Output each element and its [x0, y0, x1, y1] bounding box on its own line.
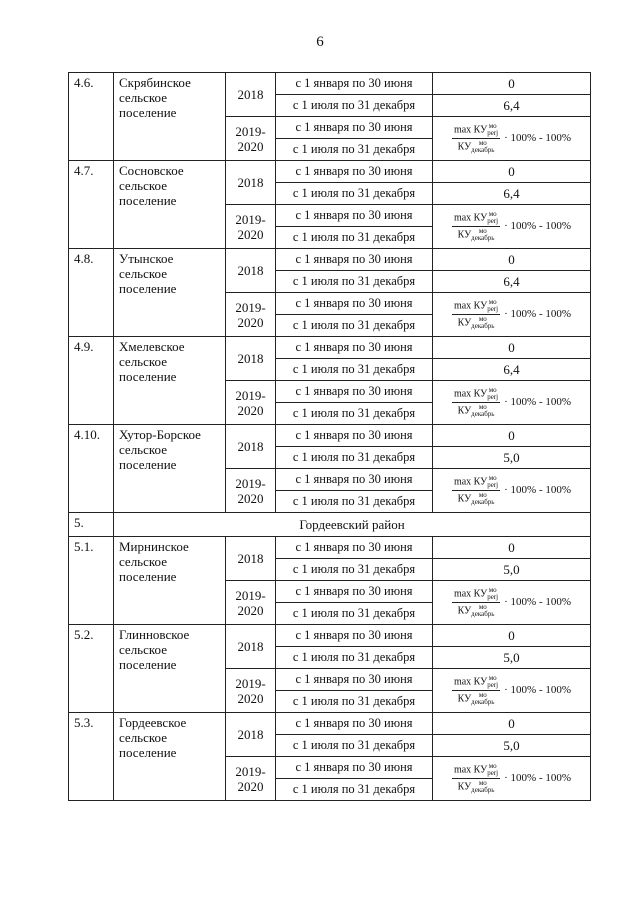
- period-cell: с 1 января по 30 июня: [276, 425, 433, 447]
- fraction: [452, 475, 500, 506]
- formula-ku: КУ: [473, 764, 488, 776]
- formula-sup: мо: [478, 779, 487, 787]
- year-cell: 2019- 2020: [226, 293, 276, 337]
- page-number: 6: [316, 34, 324, 50]
- table-row: [69, 425, 591, 447]
- formula-ku: КУ: [473, 588, 488, 600]
- value-cell: 0: [433, 537, 591, 559]
- formula-cell: [433, 293, 591, 337]
- year-cell: 2019- 2020: [226, 669, 276, 713]
- formula: [433, 382, 590, 424]
- period-cell: с 1 января по 30 июня: [276, 205, 433, 227]
- formula-sub: декабрь: [471, 146, 495, 154]
- period-cell: с 1 января по 30 июня: [276, 337, 433, 359]
- year-cell: 2019- 2020: [226, 205, 276, 249]
- year-cell: 2018: [226, 425, 276, 469]
- settlement-name: Сосновское сельское поселение: [114, 161, 226, 249]
- value-cell: 0: [433, 337, 591, 359]
- table-row: [69, 713, 591, 735]
- year-cell: 2018: [226, 249, 276, 293]
- value-cell: 0: [433, 161, 591, 183]
- settlement-name: Глинновское сельское поселение: [114, 625, 226, 713]
- value-cell: 0: [433, 249, 591, 271]
- period-cell: с 1 июля по 31 декабря: [276, 271, 433, 293]
- formula-ku: КУ: [457, 141, 472, 153]
- period-cell: с 1 января по 30 июня: [276, 381, 433, 403]
- value-cell: 6,4: [433, 95, 591, 117]
- formula-ku: КУ: [457, 605, 472, 617]
- year-cell: 2018: [226, 625, 276, 669]
- formula-sub: реrj: [487, 393, 499, 401]
- formula-sup: мо: [478, 139, 487, 147]
- value-cell: 0: [433, 713, 591, 735]
- value-cell: 5,0: [433, 735, 591, 757]
- value-cell: 0: [433, 73, 591, 95]
- period-cell: с 1 июля по 31 декабря: [276, 359, 433, 381]
- formula-ku: КУ: [457, 493, 472, 505]
- formula: [433, 670, 590, 712]
- formula-cell: [433, 469, 591, 513]
- formula-ku: КУ: [473, 212, 488, 224]
- formula-rest: · 100% - 100%: [504, 772, 572, 784]
- period-cell: с 1 июля по 31 декабря: [276, 735, 433, 757]
- formula-sub: реrj: [487, 129, 499, 137]
- formula-sup: мо: [488, 674, 497, 682]
- year-cell: 2018: [226, 161, 276, 205]
- period-cell: с 1 июля по 31 декабря: [276, 403, 433, 425]
- settlement-name: Скрябинское сельское поселение: [114, 73, 226, 161]
- period-cell: с 1 января по 30 июня: [276, 581, 433, 603]
- formula-ku: КУ: [457, 405, 472, 417]
- period-cell: с 1 июля по 31 декабря: [276, 183, 433, 205]
- formula: [433, 758, 590, 800]
- row-number: 5.3.: [69, 713, 114, 801]
- value-cell: 6,4: [433, 271, 591, 293]
- value-cell: 5,0: [433, 647, 591, 669]
- period-cell: с 1 января по 30 июня: [276, 669, 433, 691]
- year-cell: 2019- 2020: [226, 381, 276, 425]
- formula-cell: [433, 381, 591, 425]
- formula-sub: декабрь: [471, 610, 495, 618]
- fraction: [452, 387, 500, 418]
- period-cell: с 1 января по 30 июня: [276, 161, 433, 183]
- formula-ku: КУ: [457, 317, 472, 329]
- period-cell: с 1 января по 30 июня: [276, 713, 433, 735]
- period-cell: с 1 июля по 31 декабря: [276, 559, 433, 581]
- formula: [433, 470, 590, 512]
- formula-sup: мо: [478, 403, 487, 411]
- settlement-name: Хутор-Борское сельское поселение: [114, 425, 226, 513]
- formula-ku: КУ: [457, 781, 472, 793]
- value-cell: 0: [433, 625, 591, 647]
- period-cell: с 1 июля по 31 декабря: [276, 227, 433, 249]
- formula-sub: реrj: [487, 593, 499, 601]
- formula: [433, 582, 590, 624]
- formula-sup: мо: [478, 691, 487, 699]
- row-number: 5.: [69, 513, 114, 537]
- formula-sub: декабрь: [471, 698, 495, 706]
- year-cell: 2018: [226, 537, 276, 581]
- period-cell: с 1 июля по 31 декабря: [276, 779, 433, 801]
- row-number: 4.9.: [69, 337, 114, 425]
- formula-max: max: [453, 764, 472, 776]
- row-number: 4.8.: [69, 249, 114, 337]
- formula-sub: реrj: [487, 681, 499, 689]
- period-cell: с 1 июля по 31 декабря: [276, 691, 433, 713]
- formula-cell: [433, 581, 591, 625]
- period-cell: с 1 января по 30 июня: [276, 469, 433, 491]
- formula-rest: · 100% - 100%: [504, 596, 572, 608]
- formula-sub: реrj: [487, 481, 499, 489]
- formula-sup: мо: [488, 298, 497, 306]
- table-row: [69, 73, 591, 95]
- value-cell: 0: [433, 425, 591, 447]
- settlement-name: Мирнинское сельское поселение: [114, 537, 226, 625]
- fraction: [452, 299, 500, 330]
- formula-sup: мо: [488, 762, 497, 770]
- formula-rest: · 100% - 100%: [504, 396, 572, 408]
- formula-sup: мо: [488, 210, 497, 218]
- formula: [433, 206, 590, 248]
- value-cell: 6,4: [433, 183, 591, 205]
- formula-max: max: [453, 124, 472, 136]
- period-cell: с 1 июля по 31 декабря: [276, 603, 433, 625]
- formula-sup: мо: [488, 386, 497, 394]
- formula-ku: КУ: [473, 388, 488, 400]
- fraction: [452, 211, 500, 242]
- formula-rest: · 100% - 100%: [504, 308, 572, 320]
- formula-cell: [433, 205, 591, 249]
- period-cell: с 1 июля по 31 декабря: [276, 491, 433, 513]
- row-number: 4.6.: [69, 73, 114, 161]
- row-number: 4.7.: [69, 161, 114, 249]
- formula-rest: · 100% - 100%: [504, 684, 572, 696]
- formula-ku: КУ: [473, 676, 488, 688]
- formula-max: max: [453, 300, 472, 312]
- formula-max: max: [453, 476, 472, 488]
- value-cell: 5,0: [433, 447, 591, 469]
- period-cell: с 1 января по 30 июня: [276, 73, 433, 95]
- formula-ku: КУ: [473, 124, 488, 136]
- formula: [433, 118, 590, 160]
- formula-sub: декабрь: [471, 322, 495, 330]
- period-cell: с 1 июля по 31 декабря: [276, 447, 433, 469]
- formula-rest: · 100% - 100%: [504, 484, 572, 496]
- year-cell: 2018: [226, 713, 276, 757]
- fraction: [452, 763, 500, 794]
- formula-sub: реrj: [487, 217, 499, 225]
- table-row: [69, 537, 591, 559]
- formula-sup: мо: [478, 315, 487, 323]
- period-cell: с 1 июля по 31 декабря: [276, 647, 433, 669]
- settlement-name: Гордеевское сельское поселение: [114, 713, 226, 801]
- period-cell: с 1 января по 30 июня: [276, 537, 433, 559]
- district-name: Гордеевский район: [114, 513, 591, 537]
- district-row: [69, 513, 591, 537]
- period-cell: с 1 января по 30 июня: [276, 757, 433, 779]
- period-cell: с 1 января по 30 июня: [276, 625, 433, 647]
- period-cell: с 1 января по 30 июня: [276, 293, 433, 315]
- formula-sub: реrj: [487, 769, 499, 777]
- formula-cell: [433, 669, 591, 713]
- row-number: 5.1.: [69, 537, 114, 625]
- formula-sub: декабрь: [471, 234, 495, 242]
- formula-sub: декабрь: [471, 410, 495, 418]
- year-cell: 2018: [226, 73, 276, 117]
- formula-rest: · 100% - 100%: [504, 132, 572, 144]
- formula-sub: декабрь: [471, 786, 495, 794]
- formula-sup: мо: [478, 603, 487, 611]
- period-cell: с 1 января по 30 июня: [276, 117, 433, 139]
- formula-ku: КУ: [473, 476, 488, 488]
- fraction: [452, 123, 500, 154]
- period-cell: с 1 января по 30 июня: [276, 249, 433, 271]
- fraction: [452, 675, 500, 706]
- fraction: [452, 587, 500, 618]
- year-cell: 2019- 2020: [226, 469, 276, 513]
- settlement-name: Утынское сельское поселение: [114, 249, 226, 337]
- year-cell: 2019- 2020: [226, 581, 276, 625]
- formula-max: max: [453, 212, 472, 224]
- period-cell: с 1 июля по 31 декабря: [276, 95, 433, 117]
- value-cell: 5,0: [433, 559, 591, 581]
- formula-max: max: [453, 388, 472, 400]
- tariff-table: [68, 72, 591, 801]
- formula-max: max: [453, 676, 472, 688]
- formula-sub: реrj: [487, 305, 499, 313]
- table-row: [69, 625, 591, 647]
- row-number: 4.10.: [69, 425, 114, 513]
- formula-ku: КУ: [457, 693, 472, 705]
- formula-sup: мо: [488, 586, 497, 594]
- formula-ku: КУ: [473, 300, 488, 312]
- period-cell: с 1 июля по 31 декабря: [276, 139, 433, 161]
- formula: [433, 294, 590, 336]
- formula-sup: мо: [478, 227, 487, 235]
- table-row: [69, 249, 591, 271]
- year-cell: 2019- 2020: [226, 117, 276, 161]
- settlement-name: Хмелевское сельское поселение: [114, 337, 226, 425]
- table-row: [69, 161, 591, 183]
- row-number: 5.2.: [69, 625, 114, 713]
- formula-cell: [433, 757, 591, 801]
- table-row: [69, 337, 591, 359]
- period-cell: с 1 июля по 31 декабря: [276, 315, 433, 337]
- formula-rest: · 100% - 100%: [504, 220, 572, 232]
- formula-sup: мо: [488, 122, 497, 130]
- year-cell: 2018: [226, 337, 276, 381]
- formula-ku: КУ: [457, 229, 472, 241]
- formula-max: max: [453, 588, 472, 600]
- formula-sub: декабрь: [471, 498, 495, 506]
- formula-sup: мо: [478, 491, 487, 499]
- formula-cell: [433, 117, 591, 161]
- value-cell: 6,4: [433, 359, 591, 381]
- formula-sup: мо: [488, 474, 497, 482]
- year-cell: 2019- 2020: [226, 757, 276, 801]
